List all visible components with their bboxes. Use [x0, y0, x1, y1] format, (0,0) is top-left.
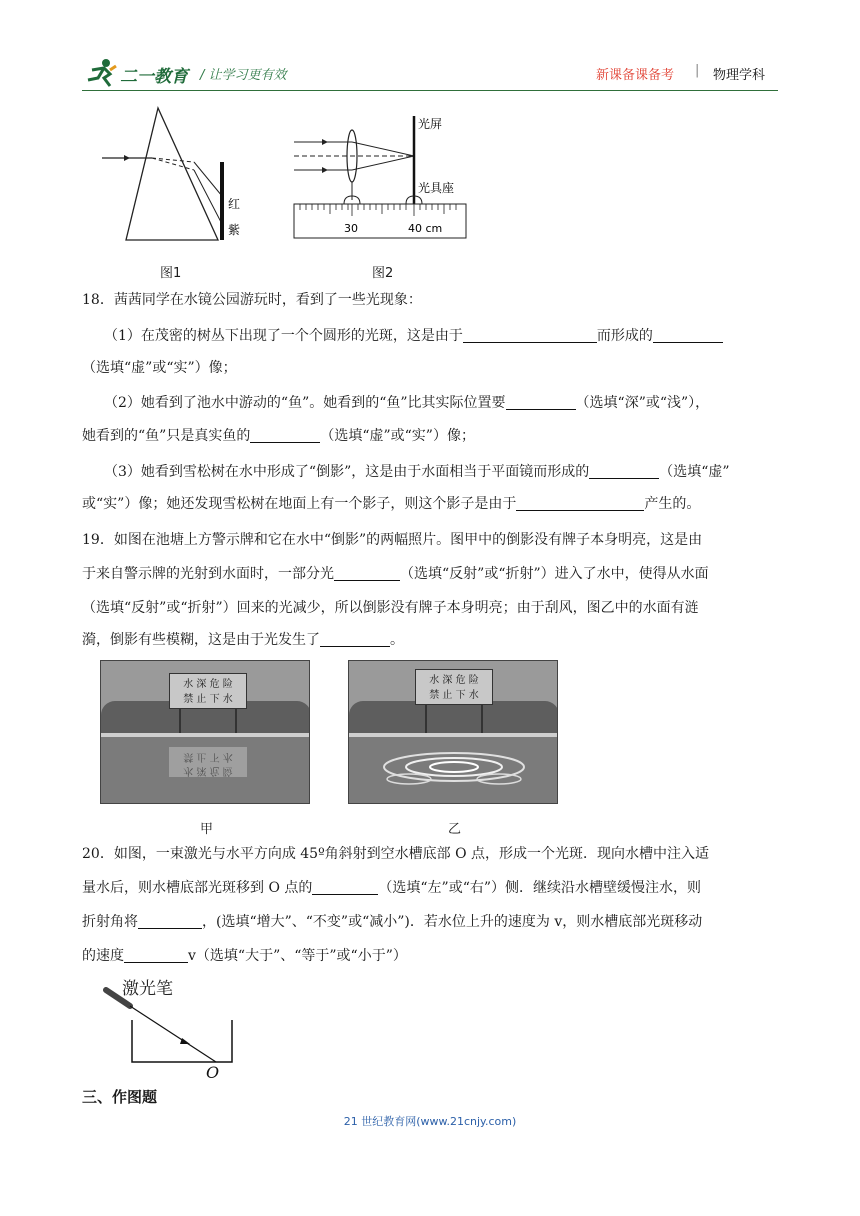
answer-blank[interactable]: [463, 327, 597, 343]
warning-sign: 水 深 危 险 禁 止 下 水: [169, 673, 247, 709]
label-violet: 紫: [228, 223, 241, 237]
shore-line: [349, 733, 558, 737]
answer-blank[interactable]: [312, 879, 378, 895]
point-o-label: O: [206, 1063, 220, 1080]
footer-source: 21 世纪教育网(www.21cnjy.com): [343, 1115, 517, 1128]
q18-line1-cont: （选填“虚”或“实”）像；: [82, 360, 237, 376]
sign-post: [481, 705, 483, 733]
fig2-caption: 图2: [372, 266, 394, 281]
shore-line: [101, 733, 310, 737]
ripples: [369, 745, 539, 795]
answer-blank[interactable]: [334, 565, 400, 581]
sign-post: [179, 709, 181, 733]
bushes: [349, 701, 558, 737]
q20-line3: 折射角将 ，(选填“增大”、“不变”或“减小”)．若水位上升的速度为 v，则水槽底部光斑移动: [82, 914, 703, 930]
q18-line3-cont: 或“实”）像；她还发现雪松树在地面上有一个影子，则这个影子是由于 产生的。: [82, 496, 701, 512]
q20-line2: 量水后，则水槽底部光斑移到 O 点的 （选填“左”或“右”）侧．继续沿水槽壁缓慢注水，则: [82, 880, 702, 896]
answer-blank[interactable]: [124, 947, 188, 963]
answer-blank[interactable]: [506, 394, 576, 410]
fig1-caption: 图1: [160, 266, 182, 281]
q20-line4: 的速度 v（选填“大于”、“等于”或“小于”）: [82, 948, 407, 964]
label-screen: 光屏: [418, 117, 443, 131]
header-divider: [82, 90, 778, 91]
photo-jia: [100, 660, 310, 804]
q18-stem: 18．茜茜同学在水镜公园游玩时，看到了一些光现象：: [82, 292, 422, 308]
prism-figure: [98, 104, 258, 254]
sign-reflection: 水 深 危 险 禁 止 下 水: [169, 747, 247, 777]
lens-bench-figure: [290, 112, 470, 244]
q19-line1: 19．如图在池塘上方警示牌和它在水中“倒影”的两幅照片。图甲中的倒影没有牌子本身明亮，这是由: [82, 532, 703, 548]
tick-30: 30: [344, 222, 358, 235]
sign-post: [235, 709, 237, 733]
label-bench: 光具座: [418, 181, 455, 195]
answer-blank[interactable]: [516, 495, 644, 511]
header-subject: 物理学科: [713, 68, 766, 83]
laser-tank-figure: [96, 976, 246, 1080]
q20-line1: 20．如图，一束激光与水平方向成 45º角斜射到空水槽底部 O 点，形成一个光斑．现向水槽中注入适: [82, 846, 710, 862]
q18-line2: （2）她看到了池水中游动的“鱼”。她看到的“鱼”比其实际位置要 （选填“深”或“浅”），: [104, 395, 710, 411]
sign-post: [425, 705, 427, 733]
header-tag: 新课备课备考: [596, 68, 675, 83]
q18-line3: （3）她看到雪松树在水中形成了“倒影”，这是由于水面相当于平面镜而形成的 （选填“虚”: [104, 464, 730, 480]
header-separator: |: [695, 63, 700, 78]
answer-blank[interactable]: [138, 913, 202, 929]
answer-blank[interactable]: [250, 427, 320, 443]
q19-line3: （选填“反射”或“折射”）回来的光减少，所以倒影没有牌子本身明亮；由于刮风，图乙中的水面有涟: [82, 600, 699, 616]
warning-sign: 水 深 危 险 禁 止 下 水: [415, 669, 493, 705]
slogan: / 让学习更有效: [200, 68, 287, 83]
runner-logo-icon: [84, 58, 118, 88]
answer-blank[interactable]: [320, 631, 390, 647]
q19-line4: 漪，倒影有些模糊，这是由于光发生了 。: [82, 632, 404, 648]
caption-yi: 乙: [448, 822, 462, 837]
caption-jia: 甲: [200, 822, 214, 837]
q19-line2: 于来自警示牌的光射到水面时，一部分光 （选填“反射”或“折射”）进入了水中，使得从水面: [82, 566, 709, 582]
tick-40: 40 cm: [408, 222, 443, 235]
photo-yi: [348, 660, 558, 804]
q18-line2-cont: 她看到的“鱼”只是真实鱼的 （选填“虚”或“实”）像；: [82, 428, 475, 444]
laser-pen-label: 激光笔: [122, 979, 173, 999]
label-red: 红: [228, 197, 241, 211]
answer-blank[interactable]: [589, 463, 659, 479]
q18-line1: （1）在茂密的树丛下出现了一个个圆形的光斑，这是由于 而形成的: [104, 326, 723, 346]
answer-blank[interactable]: [653, 327, 723, 343]
logo-text: 二一教育: [120, 67, 188, 87]
section-title: 三、作图题: [82, 1088, 158, 1106]
